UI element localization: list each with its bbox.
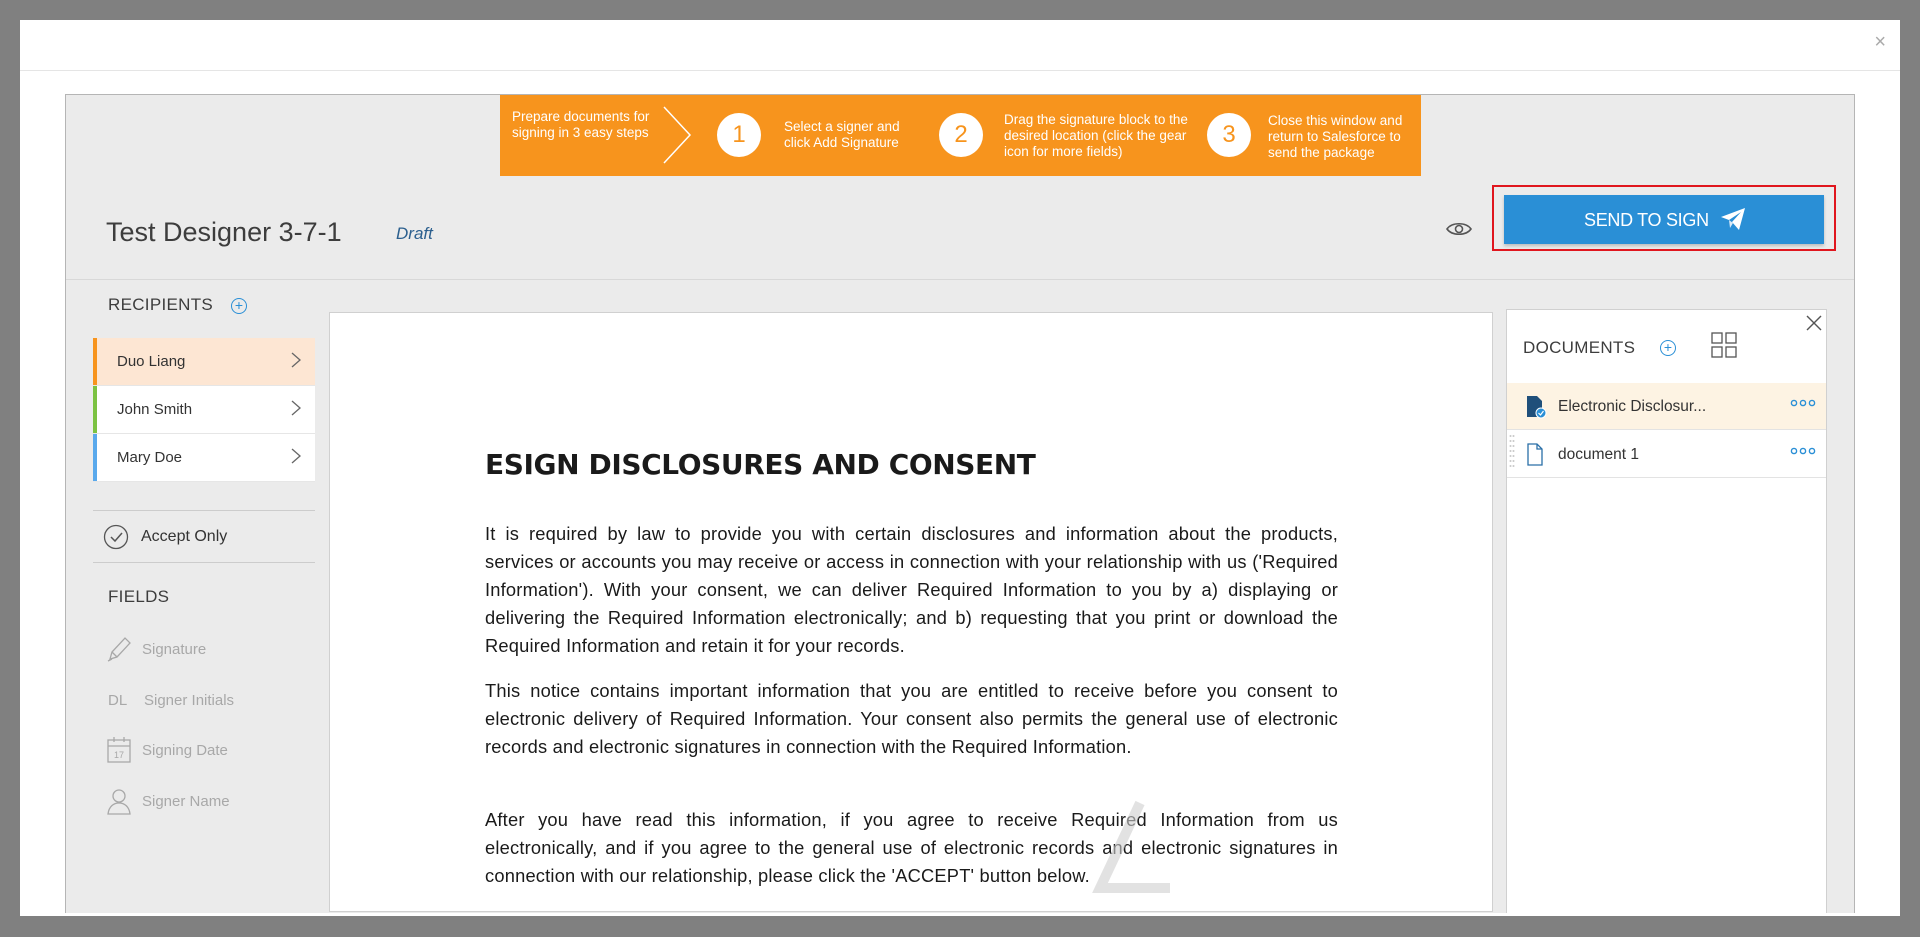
document-name: Electronic Disclosur...: [1558, 398, 1707, 415]
page-title: Test Designer 3-7-1: [106, 217, 342, 247]
close-icon[interactable]: [1805, 314, 1823, 332]
recipient-item[interactable]: [93, 434, 315, 482]
check-circle-icon: [103, 524, 129, 550]
steps-banner: [500, 95, 1421, 176]
add-recipient-icon[interactable]: +: [231, 298, 247, 314]
field-label: Signature: [142, 641, 207, 658]
paper-plane-icon: [1720, 207, 1746, 231]
document-icon: [1525, 443, 1547, 467]
status-badge: Draft: [396, 224, 433, 243]
modal-topbar: [20, 20, 1900, 71]
document-name: document 1: [1558, 446, 1639, 463]
add-document-icon[interactable]: +: [1660, 340, 1676, 356]
step-number-2: 2: [939, 113, 983, 157]
document-paragraph: It is required by law to provide you with certain disclosures and information about the products, services or accounts you may receive or access in connection with your relationship with us ('Required Information'). With your consent, we can deliver Required Information to you by a) displaying or delivering the Required Information electronically; and b) requesting that you print or download the Required Information and retain it for your records.: [485, 523, 1338, 656]
step-text-3: Close this window and return to Salesforce to send the package: [1268, 113, 1403, 160]
document-viewer[interactable]: [329, 312, 1493, 912]
send-button-label: SEND TO SIGN: [1584, 210, 1709, 230]
recipient-name: Duo Liang: [117, 353, 186, 370]
field-label: Signer Name: [142, 793, 230, 810]
document-paragraph: After you have read this information, if you agree to receive Required Information from us electronically, and if you agree to the general use of electronic records and electronic signatures in connection with our relationship, please click the 'ACCEPT' button below.: [485, 809, 1338, 886]
documents-title: DOCUMENTS: [1523, 338, 1636, 357]
document-paragraph: This notice contains important information that you are entitled to receive before you consent to electronic delivery of Required Information. Your consent also permits the general use of electronic records and electronic signatures in connection with the Required Information.: [485, 680, 1338, 757]
document-check-icon: [1525, 395, 1547, 419]
chevron-right-icon: [291, 400, 301, 416]
initials-icon: DL: [108, 692, 128, 709]
designer-header: [66, 177, 1854, 280]
designer-modal: [20, 20, 1900, 916]
modal-close-icon[interactable]: ×: [1874, 31, 1886, 53]
recipients-title: RECIPIENTS: [108, 295, 214, 314]
step-number-3: 3: [1207, 113, 1251, 157]
recipient-name: John Smith: [117, 401, 193, 418]
recipient-item[interactable]: [93, 386, 315, 434]
step-number-1: 1: [717, 113, 761, 157]
watermark-icon: [1070, 793, 1190, 912]
field-label: Signer Initials: [144, 692, 235, 709]
accept-only-label: Accept Only: [141, 528, 228, 545]
documents-panel: [1506, 309, 1827, 913]
eye-icon[interactable]: [1446, 221, 1472, 237]
chevron-right-icon: [662, 105, 692, 165]
document-item[interactable]: [1507, 431, 1826, 478]
more-dots-icon[interactable]: [1790, 447, 1816, 455]
accept-only-button[interactable]: [93, 510, 315, 563]
field-label: Signing Date: [142, 742, 228, 759]
document-heading: ESIGN DISCLOSURES AND CONSENT: [485, 448, 1036, 481]
calendar-icon: [106, 736, 132, 764]
fields-title: FIELDS: [108, 587, 170, 606]
recipient-color-bar: [93, 434, 97, 481]
designer-frame: [65, 94, 1855, 913]
pen-icon: [106, 635, 132, 663]
steps-intro: Prepare documents for signing in 3 easy steps: [512, 109, 650, 140]
calendar-day: 17: [113, 750, 125, 760]
drag-handle-icon[interactable]: [1509, 433, 1515, 473]
recipient-list: [93, 338, 315, 482]
send-to-sign-button[interactable]: [1504, 195, 1824, 244]
person-icon: [106, 787, 132, 815]
chevron-right-icon: [291, 352, 301, 368]
recipient-name: Mary Doe: [117, 449, 183, 466]
recipient-color-bar: [93, 338, 97, 385]
grid-view-icon[interactable]: [1711, 332, 1737, 358]
recipient-item[interactable]: [93, 338, 315, 386]
recipient-color-bar: [93, 386, 97, 433]
document-item[interactable]: [1507, 383, 1826, 430]
step-text-2: Drag the signature block to the desired location (click the gear icon for more fields): [1004, 112, 1188, 159]
step-text-1: Select a signer and click Add Signature: [784, 119, 900, 150]
more-dots-icon[interactable]: [1790, 399, 1816, 407]
chevron-right-icon: [291, 448, 301, 464]
